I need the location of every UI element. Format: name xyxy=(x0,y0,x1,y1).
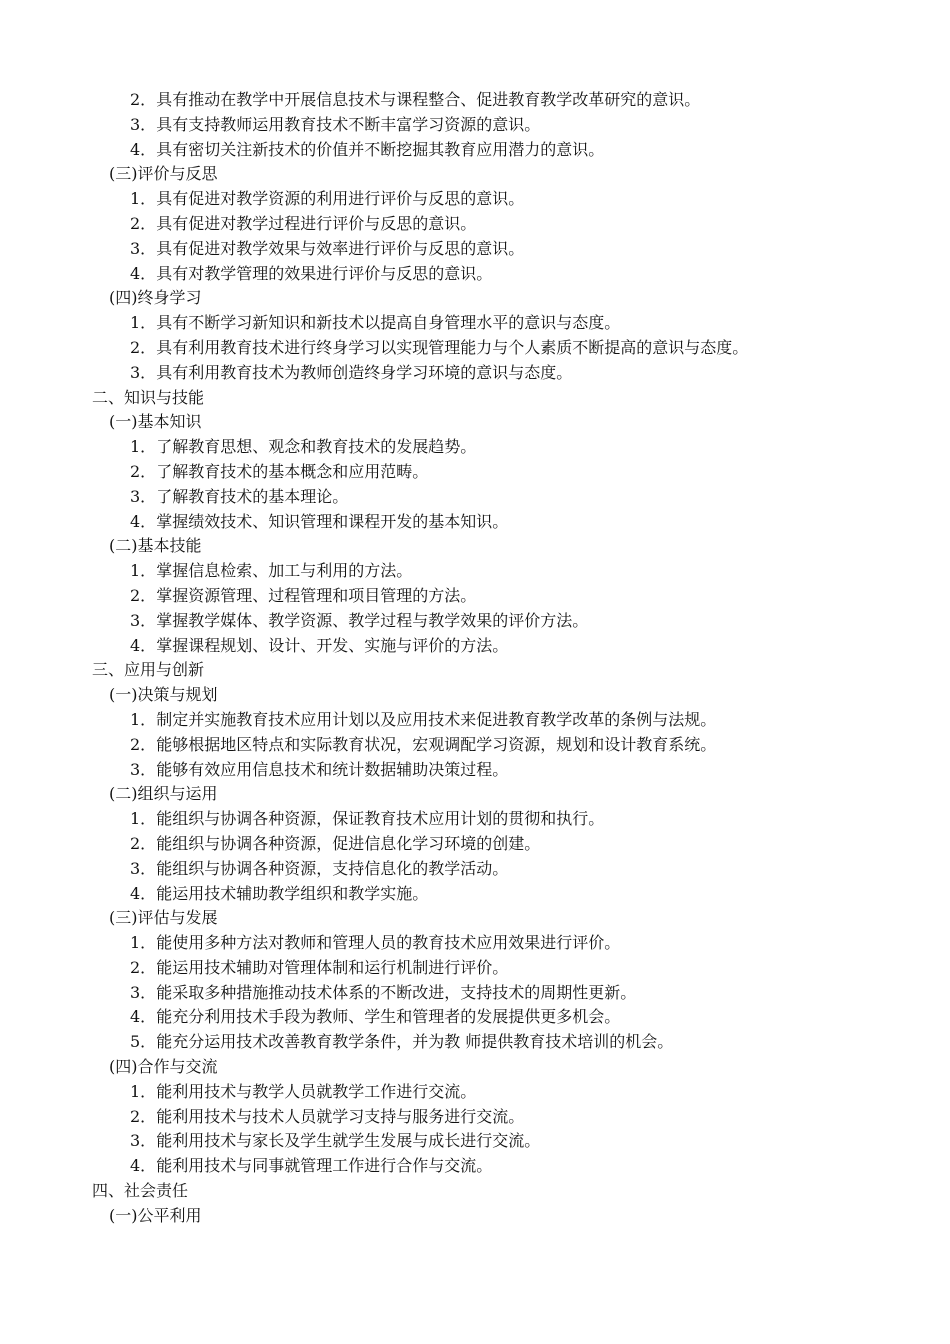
line-text: 了解教育技术的基本理论。 xyxy=(156,486,349,506)
line-text: 具有不断学习新知识和新技术以提高自身管理水平的意识与态度。 xyxy=(156,313,621,333)
item-number: 3． xyxy=(130,982,157,1002)
list-item xyxy=(0,956,950,981)
list-item xyxy=(0,807,950,832)
line-text: 能利用技术与技术人员就学习支持与服务进行交流。 xyxy=(156,1106,525,1126)
line-text: 具有密切关注新技术的价值并不断挖掘其教育应用潜力的意识。 xyxy=(156,139,605,159)
list-item xyxy=(0,1080,950,1105)
line-text: 掌握资源管理、过程管理和项目管理的方法。 xyxy=(156,585,477,605)
line-text: 能组织与协调各种资源，支持信息化的教学活动。 xyxy=(156,858,509,878)
item-number: 1． xyxy=(130,933,157,953)
line-text: 能组织与协调各种资源，促进信息化学习环境的创建。 xyxy=(156,833,541,853)
line-text: 能运用技术辅助教学组织和教学实施。 xyxy=(156,883,429,903)
line-text: 具有利用教育技术为教师创造终身学习环境的意识与态度。 xyxy=(156,362,573,382)
list-item xyxy=(0,733,950,758)
line-text: (三)评估与发展 xyxy=(109,908,218,928)
line-text: 具有促进对教学过程进行评价与反思的意识。 xyxy=(156,213,477,233)
subsection-heading xyxy=(0,1204,950,1229)
list-item xyxy=(0,311,950,336)
list-item xyxy=(0,708,950,733)
item-number: 3． xyxy=(130,238,157,258)
item-number: 1． xyxy=(130,809,157,829)
list-item xyxy=(0,1105,950,1130)
line-text: 能运用技术辅助对管理体制和运行机制进行评价。 xyxy=(156,957,509,977)
section-heading xyxy=(0,658,950,683)
subsection-heading xyxy=(0,683,950,708)
line-text: 具有利用教育技术进行终身学习以实现管理能力与个人素质不断提高的意识与态度。 xyxy=(156,337,749,357)
line-text: 掌握课程规划、设计、开发、实施与评价的方法。 xyxy=(156,635,509,655)
line-text: 能够根据地区特点和实际教育状况，宏观调配学习资源，规划和设计教育系统。 xyxy=(156,734,717,754)
list-item xyxy=(0,882,950,907)
list-item xyxy=(0,1005,950,1030)
list-item xyxy=(0,931,950,956)
item-number: 3． xyxy=(130,362,157,382)
list-item xyxy=(0,262,950,287)
item-number: 1． xyxy=(130,189,157,209)
list-item xyxy=(0,510,950,535)
item-number: 4． xyxy=(130,139,157,159)
subsection-heading xyxy=(0,410,950,435)
item-number: 1． xyxy=(130,1081,157,1101)
item-number: 1． xyxy=(130,313,157,333)
line-text: (二)基本技能 xyxy=(109,536,202,556)
list-item xyxy=(0,485,950,510)
line-text: 能利用技术与同事就管理工作进行合作与交流。 xyxy=(156,1156,493,1176)
subsection-heading xyxy=(0,286,950,311)
item-number: 3． xyxy=(130,1131,157,1151)
line-text: 具有促进对教学资源的利用进行评价与反思的意识。 xyxy=(156,189,525,209)
item-number: 4． xyxy=(130,1007,157,1027)
subsection-heading xyxy=(0,162,950,187)
line-text: 能组织与协调各种资源，保证教育技术应用计划的贯彻和执行。 xyxy=(156,809,605,829)
item-number: 1． xyxy=(130,709,157,729)
list-item xyxy=(0,981,950,1006)
line-text: 能充分利用技术手段为教师、学生和管理者的发展提供更多机会。 xyxy=(156,1007,621,1027)
item-number: 4． xyxy=(130,263,157,283)
item-number: 4． xyxy=(130,883,157,903)
item-number: 2． xyxy=(130,734,157,754)
line-text: (一)公平利用 xyxy=(109,1205,202,1225)
line-text: (三)评价与反思 xyxy=(109,164,218,184)
item-number: 4． xyxy=(130,635,157,655)
list-item xyxy=(0,1129,950,1154)
list-item xyxy=(0,559,950,584)
line-text: 掌握信息检索、加工与利用的方法。 xyxy=(156,561,413,581)
line-text: (一)基本知识 xyxy=(109,412,202,432)
line-text: 三、应用与创新 xyxy=(92,660,205,680)
line-text: (二)组织与运用 xyxy=(109,784,218,804)
item-number: 2． xyxy=(130,90,157,109)
item-number: 3． xyxy=(130,759,157,779)
list-item xyxy=(0,1154,950,1179)
list-item xyxy=(0,857,950,882)
item-number: 2． xyxy=(130,213,157,233)
item-number: 4． xyxy=(130,511,157,531)
item-number: 1． xyxy=(130,437,157,457)
item-number: 5． xyxy=(130,1032,157,1052)
line-text: 能够有效应用信息技术和统计数据辅助决策过程。 xyxy=(156,759,509,779)
list-item xyxy=(0,832,950,857)
list-item xyxy=(0,634,950,659)
list-item xyxy=(0,212,950,237)
line-text: 四、社会责任 xyxy=(92,1181,189,1201)
line-text: 能采取多种措施推动技术体系的不断改进，支持技术的周期性更新。 xyxy=(156,982,637,1002)
item-number: 4． xyxy=(130,1156,157,1176)
section-heading xyxy=(0,1179,950,1204)
item-number: 2． xyxy=(130,957,157,977)
list-item xyxy=(0,1030,950,1055)
item-number: 3． xyxy=(130,486,157,506)
subsection-heading xyxy=(0,782,950,807)
line-text: (四)合作与交流 xyxy=(109,1057,218,1077)
item-number: 2． xyxy=(130,461,157,481)
line-text: 能使用多种方法对教师和管理人员的教育技术应用效果进行评价。 xyxy=(156,933,621,953)
list-item xyxy=(0,187,950,212)
list-item xyxy=(0,584,950,609)
line-text: (四)终身学习 xyxy=(109,288,202,308)
list-item xyxy=(0,609,950,634)
item-number: 1． xyxy=(130,561,157,581)
list-item xyxy=(0,361,950,386)
item-number: 2． xyxy=(130,337,157,357)
item-number: 3． xyxy=(130,610,157,630)
item-number: 3． xyxy=(130,858,157,878)
list-item xyxy=(0,138,950,163)
item-number: 2． xyxy=(130,585,157,605)
line-text: 具有对教学管理的效果进行评价与反思的意识。 xyxy=(156,263,493,283)
line-text: 二、知识与技能 xyxy=(92,387,205,407)
section-heading xyxy=(0,386,950,411)
list-item xyxy=(0,758,950,783)
document-page xyxy=(0,88,950,1229)
line-text: 了解教育技术的基本概念和应用范畴。 xyxy=(156,461,429,481)
line-text: 掌握教学媒体、教学资源、教学过程与教学效果的评价方法。 xyxy=(156,610,589,630)
subsection-heading xyxy=(0,906,950,931)
line-text: 掌握绩效技术、知识管理和课程开发的基本知识。 xyxy=(156,511,509,531)
line-text: 了解教育思想、观念和教育技术的发展趋势。 xyxy=(156,437,477,457)
list-item xyxy=(0,336,950,361)
line-text: 能利用技术与家长及学生就学生发展与成长进行交流。 xyxy=(156,1131,541,1151)
list-item xyxy=(0,88,950,113)
list-item xyxy=(0,113,950,138)
list-item xyxy=(0,237,950,262)
list-item xyxy=(0,460,950,485)
line-text: 能充分运用技术改善教育教学条件，并为教 师提供教育技术培训的机会。 xyxy=(156,1032,674,1052)
item-number: 3． xyxy=(130,114,157,134)
subsection-heading xyxy=(0,534,950,559)
line-text: 能利用技术与教学人员就教学工作进行交流。 xyxy=(156,1081,477,1101)
item-number: 2． xyxy=(130,1106,157,1126)
line-text: 具有促进对教学效果与效率进行评价与反思的意识。 xyxy=(156,238,525,258)
item-number: 2． xyxy=(130,833,157,853)
line-text: 具有支持教师运用教育技术不断丰富学习资源的意识。 xyxy=(156,114,541,134)
line-text: 制定并实施教育技术应用计划以及应用技术来促进教育教学改革的条例与法规。 xyxy=(156,709,717,729)
list-item xyxy=(0,435,950,460)
subsection-heading xyxy=(0,1055,950,1080)
line-text: 具有推动在教学中开展信息技术与课程整合、促进教育教学改革研究的意识。 xyxy=(156,90,701,109)
line-text: (一)决策与规划 xyxy=(109,685,218,705)
